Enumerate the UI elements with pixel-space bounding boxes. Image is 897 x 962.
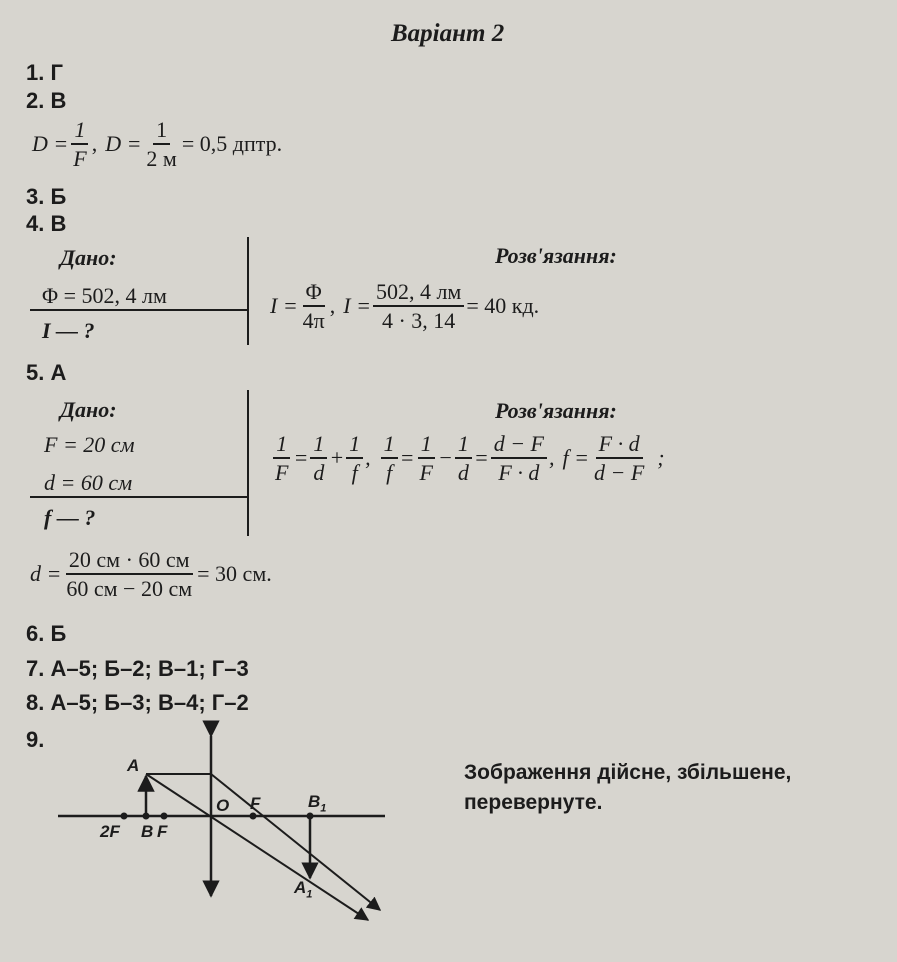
label-a: A xyxy=(127,756,140,775)
answer-6: 6. Б xyxy=(26,621,67,646)
q4-divider-h xyxy=(30,309,248,311)
q2-d1: D = xyxy=(32,131,69,157)
q4-divider-v xyxy=(247,237,249,345)
q5-solution-label: Розв'язання: xyxy=(495,398,617,423)
q5-given-d: d = 60 см xyxy=(44,470,133,495)
label-b1: $B_1$ xyxy=(308,792,327,815)
answer-7: 7. А–5; Б–2; В–1; Г–3 xyxy=(26,656,249,681)
label-b: B xyxy=(141,822,154,841)
q4-solution-label: Розв'язання: xyxy=(495,243,617,268)
q2-d2: D = xyxy=(105,131,142,157)
label-a1: $A_1$ xyxy=(294,878,313,901)
q9-description-line2: перевернуте. xyxy=(464,791,603,814)
q4-given-label: Дано: xyxy=(60,245,117,270)
answer-2: 2. В xyxy=(26,88,67,113)
q5-divider-v xyxy=(247,390,249,536)
q9-description-line1: Зображення дійсне, збільшене, xyxy=(464,761,792,784)
label-f-right: F xyxy=(250,794,261,813)
q4-frac2: $\frac{502, 4 лм}{4 \cdot 3, 14}$ xyxy=(373,280,464,332)
answer-3: 3. Б xyxy=(26,184,67,209)
label-2f: 2F xyxy=(100,822,120,841)
q2-result: = 0,5 дптр. xyxy=(181,131,283,157)
answer-9: 9. xyxy=(26,727,45,752)
q4-frac1: $\frac{\Phi}{4\pi}$ xyxy=(302,279,325,334)
point-f-left xyxy=(161,813,168,820)
q5-calculation: d = $\frac{20 см \cdot 60 см}{60 см - 20 см}$ = 30 см. xyxy=(30,547,272,602)
answer-1: 1. Г xyxy=(26,60,63,85)
q4-given-value: Φ = 502, 4 лм xyxy=(42,283,167,308)
q2-frac2: $\frac{1}{2 м}$ xyxy=(146,117,177,172)
q4-find: I — ? xyxy=(42,318,95,343)
q5-given-f: F = 20 см xyxy=(44,432,135,457)
q5-given-label: Дано: xyxy=(60,397,117,422)
label-f-left: F xyxy=(157,822,168,841)
label-o: O xyxy=(216,796,230,815)
q4-result: = 40 кд. xyxy=(466,293,540,319)
q2-frac1: $\frac{1}{F}$ xyxy=(73,117,87,172)
q5-formula: $\frac{1}{F}$ = $\frac{1}{d}$ + $\frac{1}{f}$ , $\frac{1}{f}$ = $\frac{1}{F}$ − $\frac{1}{d}$ = $\frac{d - F}{F \cdot d}$ , f = $\frac{F \cdot d}{d - F}$ ; xyxy=(275,431,665,486)
point-2f xyxy=(121,813,128,820)
q5-divider-h xyxy=(30,496,248,498)
answer-5: 5. А xyxy=(26,360,67,385)
answer-8: 8. А–5; Б–3; В–4; Г–2 xyxy=(26,690,249,715)
point-b xyxy=(143,813,150,820)
answer-4: 4. В xyxy=(26,211,67,236)
q5-find: f — ? xyxy=(44,505,96,530)
q4-formula: I = $\frac{\Phi}{4\pi}$ , I = $\frac{502, 4 лм}{4 \cdot 3, 14}$ = 40 кд. xyxy=(270,279,540,334)
variant-title: Варіант 2 xyxy=(391,20,505,47)
q2-formula: D = $\frac{1}{F}$ , D = $\frac{1}{2 м}$ = 0,5 дптр. xyxy=(32,117,283,172)
